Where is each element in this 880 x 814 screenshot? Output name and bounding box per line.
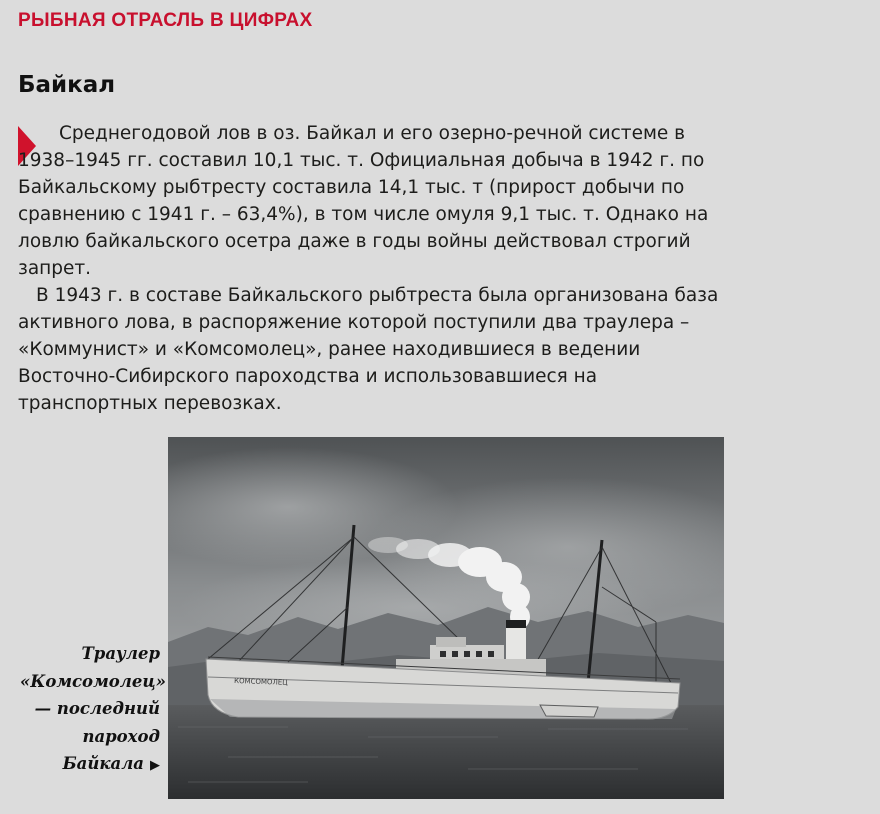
trawler-photo [168,437,724,799]
paragraph-1: Среднегодовой лов в оз. Байкал и его озерно-речной системе в 1938–1945 гг. составил 10,1 тыс. т. Официальная добыча в 1942 г. по Байкальскому рыбтресту составила 14,1 тыс. т (прирост добычи по сравнению с 1941 г. – 63,4%), в том числе омуля 9,1 тыс. т. Однако на ловлю байкальского осетра даже в годы войны действовал строгий запрет. [18,123,709,279]
caption-arrow-icon: ▶ [150,758,160,773]
hull-name-lettering: КОМСОМОЛЕЦ [233,677,288,687]
paragraph-2: В 1943 г. в составе Байкальского рыбтреста была организована база активного лова, в распоряжение которой поступили два траулера – «Коммунист» и «Комсомолец», ранее находившиеся в ведении Восточно-Сибирского пароходства и использовавшиеся на транспортных перевозках. [18,285,719,414]
article-title: Байкал [18,72,116,98]
trawler-photo-illustration [168,437,724,799]
caption-text: Траулер «Комсомолец» — последний пароход Байкала [20,644,166,773]
photo-caption [20,640,166,780]
article-body [18,120,738,417]
lifeboat [540,705,598,717]
wheelhouse [436,637,466,647]
section-header: РЫБНАЯ ОТРАСЛЬ В ЦИФРАХ [18,10,313,31]
funnel-top [506,620,526,628]
